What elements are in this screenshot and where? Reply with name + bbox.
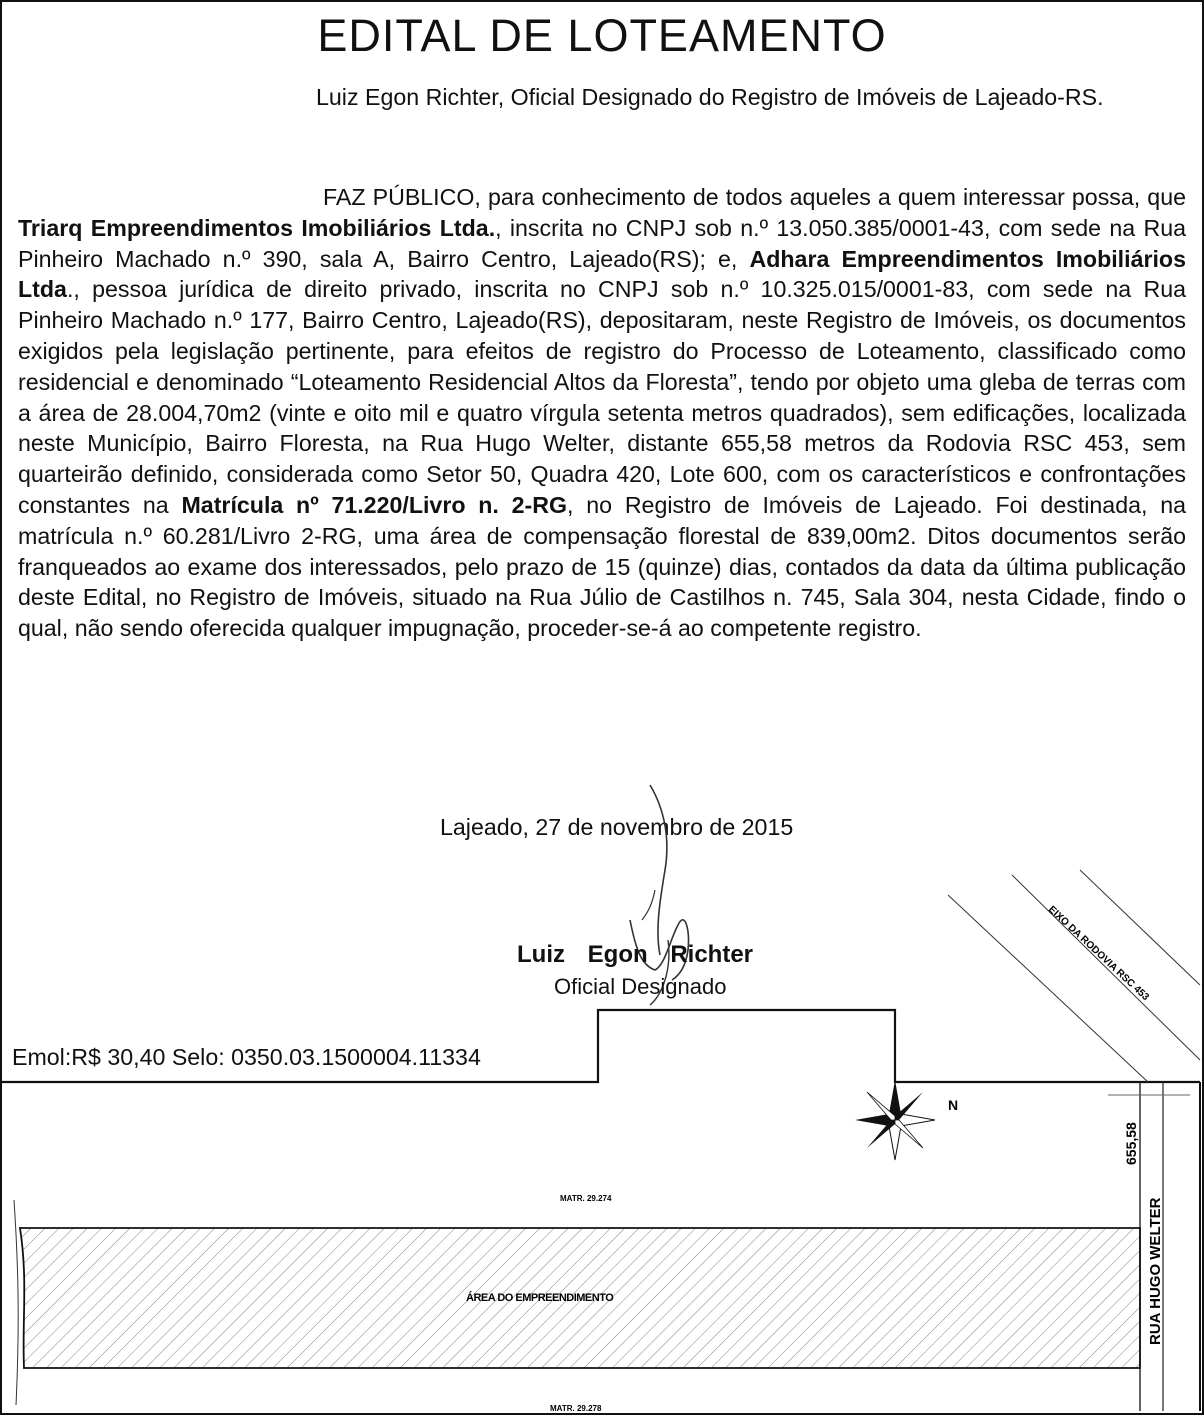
distance-label: 655,58 (1123, 1122, 1139, 1165)
compass-rose-icon (855, 1080, 935, 1160)
company-name-adhara: Adhara Empreendimentos Imobiliários Ltda (18, 245, 1186, 303)
matricula-reference: Matrícula nº 71.220/Livro n. 2-RG (181, 491, 568, 518)
top-neighbor-label: MATR. 29.274 (560, 1194, 612, 1203)
document-title: EDITAL DE LOTEAMENTO (317, 10, 887, 61)
bottom-neighbor-label: MATR. 29.278 (550, 1404, 602, 1413)
body-text-1: FAZ PÚBLICO, para conhecimento de todos aqueles a quem interessar possa, que (323, 184, 1186, 210)
fee-and-seal-line: Emol:R$ 30,40 Selo: 0350.03.1500004.11334 (12, 1044, 481, 1070)
body-text-4: , no Registro de Imóveis de Lajeado. Foi destinada, na matrícula n.º 60.281/Livro 2-RG, uma área de compensação florestal de 839,00m2. Ditos documentos serão franqueados ao exame dos interessados, pelo prazo de 15 (quinze) dias, contados da data da última publicação deste Edital, no Registro de Imóveis, situado na Rua Júlio de Castilhos n. 745, Sala 304, nesta Cidade, findo o qual, não sendo oferecida qualquer impugnação, proceder-se-á ao competente registro. (18, 491, 1186, 642)
plot-boundary (2, 1010, 1200, 1082)
body-text-3: ., pessoa jurídica de direito privado, inscrita no CNPJ sob n.º 10.325.015/0001-83, com sede na Rua Pinheiro Machado n.º 177, Bairro Centro, Lajeado(RS), depositaram, neste Registro de Imóveis, os documentos exigidos pela legislação pertinente, para efeitos de registro do Processo de Loteamento, classificado como residencial e denominado “Loteamento Residencial Altos da Floresta”, tendo por objeto uma gleba de terras com a área de 28.004,70m2 (vinte e oito mil e quatro vírgula setenta metros quadrados), sem edificações, localizada neste Município, Bairro Floresta, na Rua Hugo Welter, distante 655,58 metros da Rodovia RSC 453, sem quarteirão definido, considerada como Setor 50, Quadra 420, Lote 600, com os característicos e confrontações constantes na (18, 276, 1186, 518)
area-label: ÁREA DO EMPREENDIMENTO (466, 1292, 614, 1304)
signatory-name: Luiz Egon Richter (517, 941, 753, 968)
highway-line-3 (1080, 870, 1200, 985)
intro-paragraph: Luiz Egon Richter, Oficial Designado do Registro de Imóveis de Lajeado-RS. (316, 84, 1104, 110)
highway-line-1 (948, 895, 1148, 1082)
body-text-2: , inscrita no CNPJ sob n.º 13.050.385/0001-43, com sede na Rua Pinheiro Machado n.º 390, sala A, Bairro Centro, Lajeado(RS); e, (18, 214, 1186, 272)
signatory-role: Oficial Designado (554, 974, 727, 999)
street-label: RUA HUGO WELTER (1147, 1197, 1164, 1345)
date-line: Lajeado, 27 de novembro de 2015 (440, 814, 794, 840)
highway-axis-label: EIXO DA RODOVIA RSC 453 (1045, 904, 1151, 1004)
left-edge-curve (14, 1200, 18, 1405)
north-label: N (948, 1097, 959, 1113)
company-name-triarq: Triarq Empreendimentos Imobiliários Ltda. (18, 214, 496, 241)
